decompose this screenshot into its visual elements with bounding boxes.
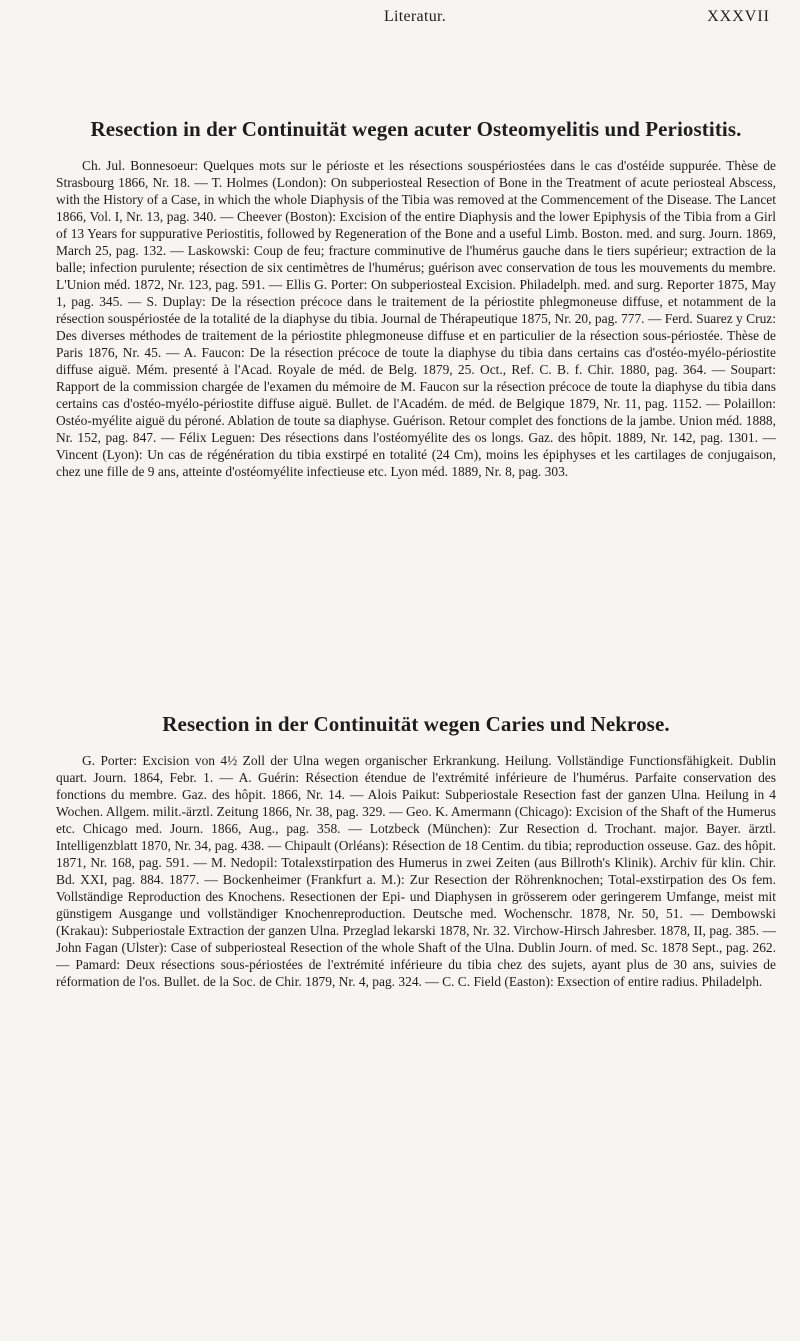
section-heading-acute-osteomyelitis: Resection in der Continuität wegen acuter Osteomyelitis und Periostitis. [90,117,742,141]
running-head [60,8,770,30]
section-text-caries-necrosis: G. Porter: Excision von 4½ Zoll der Ulna wegen organischer Erkrankung. Heilung. Vollständige Functionsfähigkeit. Dublin quart. Journ. 1864, Febr. 1. — A. Guérin: Résection étendue de l'extrémité inférieure de l'humérus. Parfaite conservation des fonctions du membre. Gaz. des hôpit. 1866, Nr. 14. — Alois Paikut: Subperiostale Resection fast der ganzen Ulna. Heilung in 4 Wochen. Allgem. milit.-ärztl. Zeitung 1866, Nr. 38, pag. 329. — Geo. K. Amermann (Chicago): Excision of the Shaft of the Humerus etc. Chicago med. Journ. 1866, Aug., pag. 358. — Lotzbeck (München): Zur Resection d. Trochant. major. Bayer. ärztl. Intelligenzblatt 1870, Nr. 34, pag. 438. — Chipault (Orléans): Résection de 18 Centim. du tibia; reproduction osseuse. Gaz. des hôpit. 1871, Nr. 168, pag. 591. — M. Nedopil: Totalexstirpation des Humerus in zwei Zeiten (aus Billroth's Klinik). Archiv für klin. Chir. Bd. XXI, pag. 884. 1877. — Bockenheimer (Frankfurt a. M.): Zur Resection der Röhrenknochen; Total-exstirpation des Os fem. Vollständige Reproduction des Knochens. Resectionen der Epi- und Diaphysen in grösserem oder geringerem Umfange, meist mit günstigem Ausgange und vollständiger Knochenreproduction. Deutsche med. Wochenschr. 1878, Nr. 50, 51. — Dembowski (Krakau): Subperiostale Extraction der ganzen Ulna. Przeglad lekarski 1878, Nr. 32. Virchow-Hirsch Jahresber. 1878, II, pag. 385. — John Fagan (Ulster): Case of subperiosteal Resection of the whole Shaft of the Ulna. Dublin Journ. of med. Sc. 1878 Sept., pag. 262. — Pamard: Deux résections sous-périostées de l'extrémité inférieure du tibia chez des sujets, ayant plus de 30 ans, suivies de réformation de l'os. Bullet. de la Soc. de Chir. 1879, Nr. 4, pag. 324. — C. C. Field (Easton): Exsection of entire radius. Philadelph. [56,753,776,990]
page-number: XXXVII [707,8,770,25]
running-title: Literatur. [383,8,447,25]
section-text-acute-osteomyelitis: Ch. Jul. Bonnesoeur: Quelques mots sur le périoste et les résections souspériostées dans le cas d'ostéide suppurée. Thèse de Strasbourg 1866, Nr. 18. — T. Holmes (London): On subperiosteal Resection of Bone in the Treatment of acute periosteal Abscess, with the History of a Case, in which the whole Diaphysis of the Tibia was removed at the Commencement of the Disease. The Lancet 1866, Vol. I, Nr. 13, pag. 340. — Cheever (Boston): Excision of the entire Diaphysis and the lower Epiphysis of the Tibia from a Girl of 13 Years for suppurative Periostitis, followed by Regeneration of the Bone and a useful Limb. Boston. med. and surg. Journ. 1869, March 25, pag. 132. — Laskowski: Coup de feu; fracture comminutive de l'humérus gauche dans le tiers supérieur; extraction de la balle; infection purulente; résection de six centimètres de l'humérus; guérison avec conservation de tous les mouvements du membre. L'Union méd. 1872, Nr. 123, pag. 591. — Ellis G. Porter: On subperiosteal Excision. Philadelph. med. and surg. Reporter 1875, May 1, pag. 345. — S. Duplay: De la résection précoce dans le traitement de la périostite phlegmoneuse diffuse, et notamment de la résection souspériostée de la totalité de la diaphyse du tibia. Journal de Thérapeutique 1875, Nr. 20, pag. 777. — Ferd. Suarez y Cruz: Des diverses méthodes de traitement de la périostite phlegmoneuse diffuse et en particulier de la résection sous-périostée. Thèse de Paris 1876, Nr. 45. — A. Faucon: De la résection précoce de toute la diaphyse du tibia dans certains cas d'ostéo-myélo-périostite diffuse aiguë. Mém. presenté à l'Acad. Royale de méd. de Belg. 1879, 25. Oct., Ref. C. B. f. Chir. 1880, pag. 364. — Soupart: Rapport de la commission chargée de l'examen du mémoire de M. Faucon sur la résection précoce de toute la diaphyse du tibia dans certains cas d'ostéo-myélo-périostite diffuse aiguë. Bullet. de l'Académ. de méd. de Belgique 1879, Nr. 11, pag. 1152. — Polaillon: Ostéo-myélite aiguë du péroné. Ablation de toute sa diaphyse. Guérison. Retour complet des fonctions de la jambe. Union méd. 1888, Nr. 152, pag. 847. — Félix Leguen: Des résections dans l'ostéomyélite des os longs. Gaz. des hôpit. 1889, Nr. 142, pag. 1301. — Vincent (Lyon): Un cas de régénération du tibia exstirpé en totalité (24 Cm), moins les épiphyses et les cartilages de conjugaison, chez une fille de 9 ans, atteinte d'ostéomyélite infectieuse etc. Lyon méd. 1889, Nr. 8, pag. 303. [56,158,776,480]
section-heading-caries-necrosis: Resection in der Continuität wegen Caries und Nekrose. [162,712,670,736]
